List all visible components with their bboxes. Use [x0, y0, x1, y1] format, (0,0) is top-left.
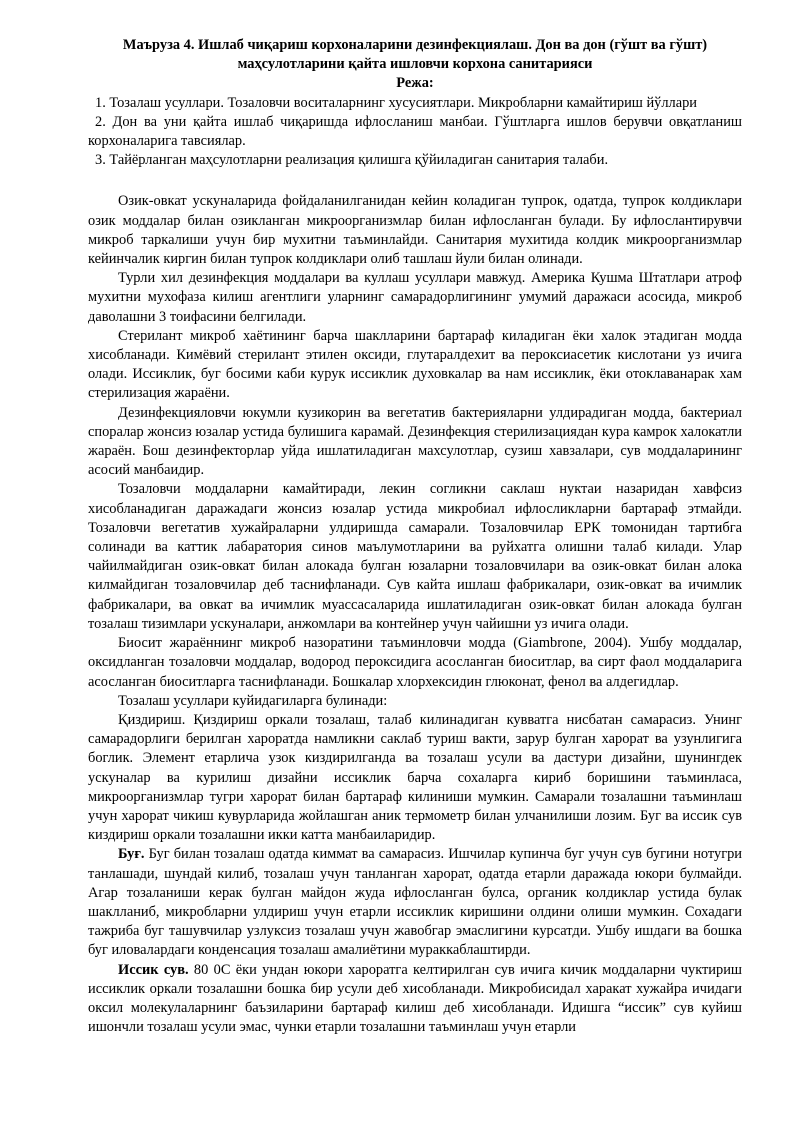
document-page	[88, 36, 742, 1037]
hot-water-text: 80 0С ёки ундан юкори хароратга келтирилган сув ичига кичик моддаларни чуктириш иссиклик оркали тозалашни бошка бир усули деб хисобланади. Микробисидал харакат хужайра ичидаги оксил молекулаларнинг баъзиларини бартараф килиш деб хисобланади. Идишга “иссик” сув куйиш ишончли тозалаш усули эмас, чунки етарли тозалашни таъминлаш учун етарли	[88, 961, 742, 1036]
plan-item: 3. Тайёрланган маҳсулотларни реализация қилишга қўйиладиган санитария талаби.	[95, 152, 609, 169]
body-paragraph: Озик-овкат ускуналарида фойдаланилганидан кейин коладиган тупрок, одатда, тупрок колдиклари озик моддалар билан озикланган микроорганизмлар билан ифлосланган булади. Бу ифлослантирувчи микроб таркалиши учун бир мухитни таъминлайди. Санитария мухитида колдик микроорганизмлар кейинчалик киргин билан тупрок колдиклари олиб ташлаш йули билан олинади.	[88, 193, 742, 268]
steam-lead: Буғ.	[118, 846, 145, 863]
lecture-title-line-2: маҳсулотларини қайта ишловчи корхона санитарияси	[237, 56, 593, 73]
body-paragraph: Биосит жараённинг микроб назоратини таъминловчи модда (Giambrone, 2004). Ушбу моддалар, оксидланган тозаловчи моддалар, водород пероксидига асосланган биоситлар, ва сирт фаол моддаларига асосланган биоситларга таснифланади. Бошкалар хлорхексидин глюконат, фенол ва алдегидлар.	[88, 635, 742, 690]
body-paragraph-heating: Қиздириш. Қиздириш оркали тозалаш, талаб килинадиган кувватга нисбатан самарасиз. Унинг самарадорлиги берилган хароратда намликни саклаб туриш вакти, зарур булган харорат ва узунлигига боглик. Элемент етарлича узок киздирилганда ва тозалаш усули ва дастури дизайни, шунингдек ускуналар ва курилиш дизайни иссиклик барча сохаларга кириб боришини таъминласа, микроорганизмлар тугри харорат билан бартараф килиниши мумкин. Самарали тозалашни таъминлаш учун харорат чикиш кувурларида жойлашган аник термометр билан улчанилиши лозим. Буг ва иссик сув киздириш оркали тозалашни икки катта манбаиларидир.	[88, 711, 742, 844]
body-paragraph: Турли хил дезинфекция моддалари ва куллаш усуллари мавжуд. Америка Кушма Штатлари атроф мухитни мухофаза килиш агентлиги уларнинг самарадорлигининг умумий даражаси асосида, микроб даволашни 3 тоифасини белгилади.	[88, 270, 742, 325]
steam-text: Буг билан тозалаш одатда киммат ва самарасиз. Ишчилар купинча буг учун сув бугини нотугри танлашади, шундай килиб, тозалаш учун танланган харорат, одатда етарли даражада юкори булмайди. Агар тозаланиши керак булган майдон жуда ифлосланган булса, органик колдиклар устида булак шаклланиб, микробларни улдириш учун етарли иссиклик киришини олдини олиши мумкин. Сохадаги тажриба буг ташувчилар узлуксиз тозалаш учун жавобгар эмаслигини курсатди. Ушбу ишдаги ва бошка буг иловалардаги конденсация тозалаш амалиётини мураккаблаштирди.	[88, 846, 742, 959]
body-paragraph: Стерилант микроб хаётининг барча шаклларини бартараф киладиган ёки халок этадиган модда хисобланади. Кимёвий стерилант этилен оксиди, глутаралдехит ва пероксиасетик кислотани уз ичига олади. Иссиклик, буг босими каби курук иссиклик духовкалар ва нам иссиклик, ёки отоклаванарак хам стерилизация жараёни.	[88, 327, 742, 402]
plan-item: 1. Тозалаш усуллари. Тозаловчи воситаларнинг хусусиятлари. Микробларни камайтириш йўллари	[95, 94, 697, 111]
plan-item: 2. Дон ва уни қайта ишлаб чиқаришда ифлосланиш манбаи. Гўштларга ишлов берувчи овқатланиш корхоналарига тавсиялар.	[88, 113, 742, 150]
body-paragraph: Дезинфекцияловчи юкумли кузикорин ва вегетатив бактерияларни улдирадиган модда, бактериал споралар жонсиз юзалар устида булишига карамай. Дезинфекция стерилизациядан кура камрок халокатли жараён. Бош дезинфекторлар уйда ишлатиладиган махсулотлар, сузиш хавзалари, сув моддаларининг асосий манбаидир.	[88, 404, 742, 479]
body-paragraph: Тозаловчи моддаларни камайтиради, лекин согликни саклаш нуктаи назаридан хавфсиз хисобланадиган даражадаги жонсиз юзалар устида микробиал ифлосликларни бартараф этмайди. Тозаловчи вегетатив хужайраларни улдиришда самарали. Тозаловчилар ЕРК томонидан тартибга солинади ва каттик лабаратория синов маълумотларини ва руйхатга олишни талаб килади. Улар чайилмайдиган озик-овкат билан алокада булган юзаларни тозаловчилари ва озик-овкат билан алока килмайдиган тозаловчилар деб таснифланади. Сув кайта ишлаш фабрикалари, озик-овкат ва ичимлик фабрикалари, ва овкат ва ичимлик муассасаларида ишлатиладиган озик-овкат билан алокада булган тозалаш тизимлари ускуналари, анжомлари ва контейнер учун чайишни уз ичига олади.	[88, 481, 742, 632]
plan-heading: Режа:	[396, 75, 434, 92]
methods-intro: Тозалаш усуллари куйидагиларга булинади:	[118, 692, 388, 709]
body-paragraph-steam	[88, 845, 742, 960]
hot-water-lead: Иссик сув.	[118, 961, 189, 978]
lecture-title-line-1: Маъруза 4. Ишлаб чиқариш корхоналарини дезинфекциялаш. Дон ва дон (гўшт ва гўшт)	[122, 37, 708, 53]
spacer	[88, 170, 742, 192]
body-paragraph-hot-water	[88, 961, 742, 1038]
